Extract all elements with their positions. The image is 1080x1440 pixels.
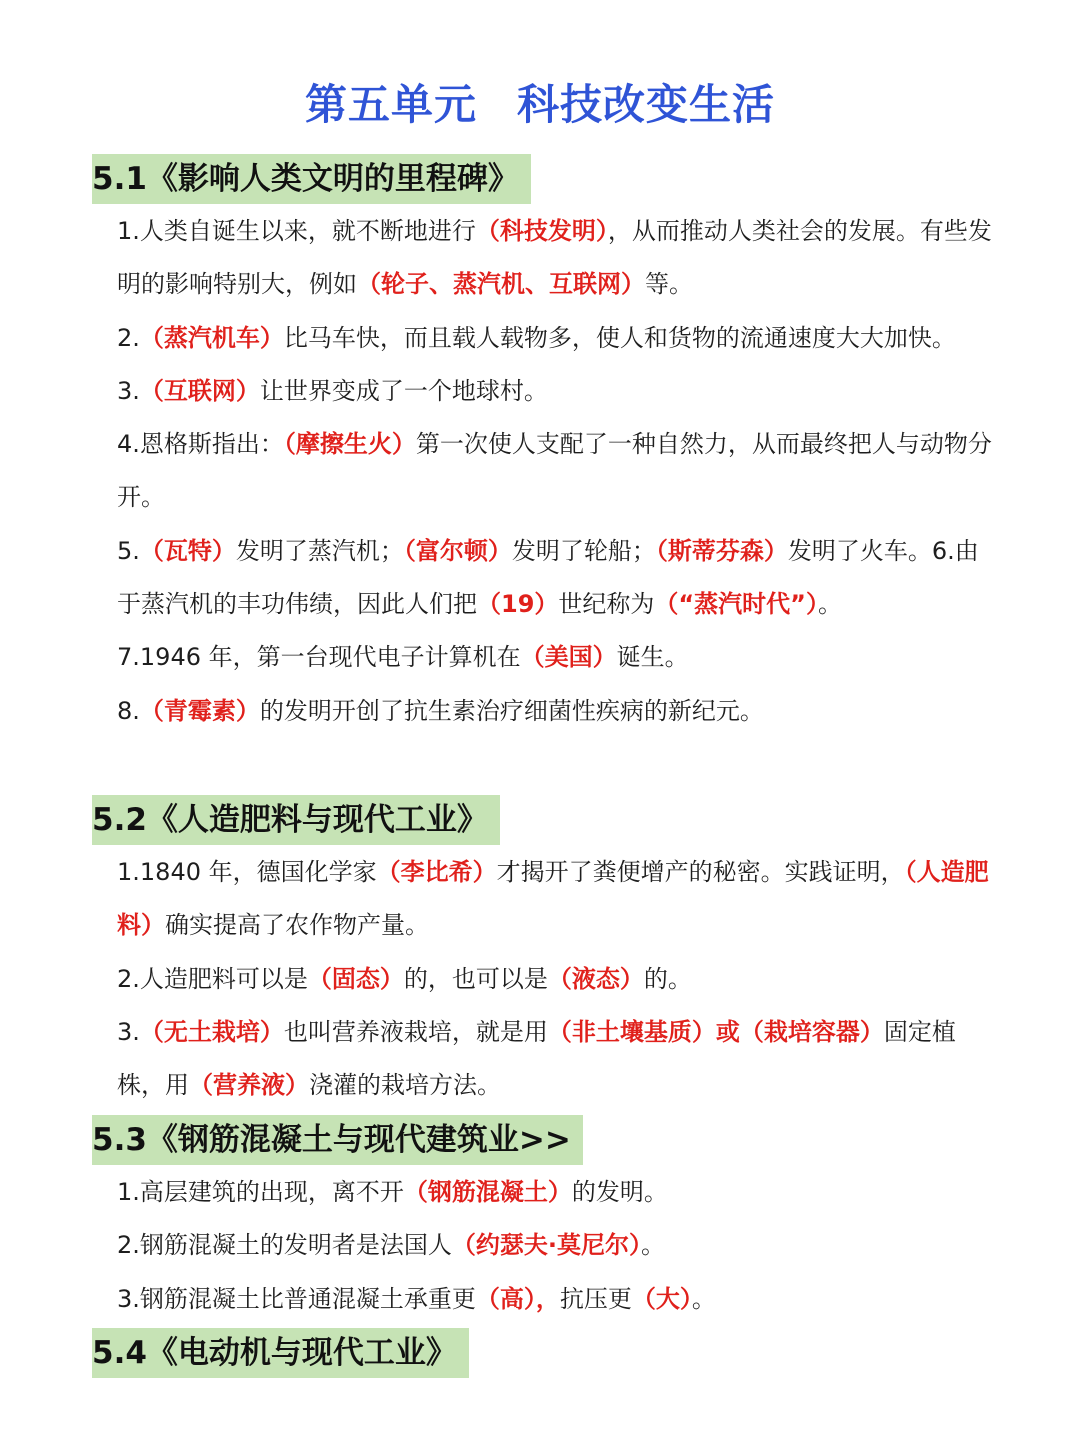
answer-text: （科技发明）: [475, 217, 608, 245]
item-text: 浇灌的栽培方法。: [309, 1071, 501, 1100]
page-title: [0, 72, 1080, 132]
answer-text: （互联网）: [139, 376, 260, 405]
answer-text: （固态）: [307, 964, 404, 993]
item-text: 发明了火车。6.由于蒸汽机的丰功伟绩，因此人们把: [117, 536, 979, 619]
answer-text: （营养液）: [189, 1071, 309, 1100]
item-text: 。: [641, 1231, 666, 1260]
item-text: 诞生。: [616, 643, 689, 672]
title-part-2: 科技改变生活: [517, 80, 776, 129]
item-text: 。: [691, 1284, 716, 1313]
answer-text: （李比希）: [376, 858, 497, 886]
item-text: 8.: [117, 696, 140, 725]
section-5-1-items: [117, 205, 997, 738]
answer-text: （轮子、蒸汽机、互联网）: [357, 270, 645, 299]
item-text: 。: [817, 590, 842, 619]
list-item: [117, 953, 997, 1006]
item-text: 的发明。: [571, 1178, 668, 1206]
list-item: [117, 418, 997, 525]
item-text: 才揭开了粪便增产的秘密。实践证明，: [496, 858, 905, 886]
item-text: 比马车快，而且载人载物多，使人和货物的流通速度大大加快。: [283, 323, 956, 352]
item-text: 3.钢筋混凝土比普通混凝土承重更: [117, 1284, 476, 1313]
section-heading-5-1: 5.1《影响人类文明的里程碑》: [92, 154, 531, 204]
list-item: [117, 525, 997, 632]
item-text: 也叫营养液栽培，就是用: [283, 1017, 548, 1046]
item-text: 4.恩格斯指出：: [117, 430, 284, 459]
list-item: [117, 1006, 997, 1113]
item-text: 让世界变成了一个地球村。: [259, 376, 548, 405]
item-text: 2.: [117, 323, 140, 352]
item-text: 1.1840 年，德国化学家: [117, 858, 377, 886]
item-text: 3.: [117, 376, 140, 405]
answer-text: （蒸汽机车）: [139, 323, 284, 352]
list-item: [117, 312, 997, 365]
item-text: 发明了轮船；: [511, 536, 656, 565]
item-text: 抗压更: [559, 1284, 632, 1313]
item-text: 的。: [643, 964, 692, 993]
item-text: 发明了蒸汽机；: [235, 536, 404, 565]
item-text: 确实提高了农作物产量。: [165, 911, 429, 940]
answer-text: （美国）: [520, 643, 617, 672]
section-heading-5-2: 5.2《人造肥料与现代工业》: [92, 795, 500, 845]
title-part-1: 第五单元: [304, 80, 477, 129]
answer-text: （斯蒂芬森）: [655, 536, 788, 565]
item-text: 的发明开创了抗生素治疗细菌性疾病的新纪元。: [259, 696, 764, 725]
list-item: [117, 685, 997, 738]
answer-text: （液态）: [547, 964, 644, 993]
answer-text: （约瑟夫·莫尼尔）: [451, 1231, 642, 1260]
item-text: 的，也可以是: [403, 964, 548, 993]
answer-text: （瓦特）: [139, 536, 236, 565]
list-item: [117, 365, 997, 418]
item-text: 固定植株，用: [117, 1017, 956, 1100]
answer-text: （非土壤基质）或（栽培容器）: [547, 1017, 884, 1046]
list-item: [117, 631, 997, 684]
answer-text: （高），: [475, 1284, 560, 1313]
item-text: 1.高层建筑的出现，离不开: [117, 1178, 404, 1206]
answer-text: （19）: [477, 590, 559, 619]
item-text: 2.钢筋混凝土的发明者是法国人: [117, 1231, 452, 1260]
item-text: 1.人类自诞生以来，就不断地进行: [117, 217, 476, 245]
item-text: ，从而推动人类社会的发展。有些发明的影响特别大，例如: [117, 217, 992, 299]
answer-text: （大）: [631, 1284, 692, 1313]
answer-text: （“蒸汽时代”）: [654, 590, 818, 619]
item-text: 等。: [645, 270, 693, 299]
item-text: 世纪称为: [558, 590, 655, 619]
section-heading-5-3: 5.3《钢筋混凝土与现代建筑业>>: [92, 1115, 583, 1165]
answer-text: （富尔顿）: [403, 536, 512, 565]
item-text: 3.: [117, 1017, 140, 1046]
section-5-2-items: [117, 846, 997, 1112]
list-item: [117, 1166, 997, 1219]
section-heading-5-4: 5.4《电动机与现代工业》: [92, 1328, 469, 1378]
list-item: [117, 205, 997, 312]
item-text: 第一次使人支配了一种自然力，从而最终把人与动物分开。: [117, 430, 992, 512]
answer-text: （无土栽培）: [139, 1017, 284, 1046]
list-item: [117, 1219, 997, 1272]
section-5-3-items: [117, 1166, 997, 1326]
answer-text: （钢筋混凝土）: [403, 1178, 572, 1206]
item-text: 5.: [117, 536, 140, 565]
item-text: 7.1946 年，第一台现代电子计算机在: [117, 643, 521, 672]
answer-text: （摩擦生火）: [283, 430, 416, 459]
list-item: [117, 846, 997, 953]
item-text: 2.人造肥料可以是: [117, 964, 308, 993]
answer-text: （青霉素）: [139, 696, 260, 725]
list-item: [117, 1273, 997, 1326]
answer-text: （人造肥料）: [117, 858, 989, 940]
